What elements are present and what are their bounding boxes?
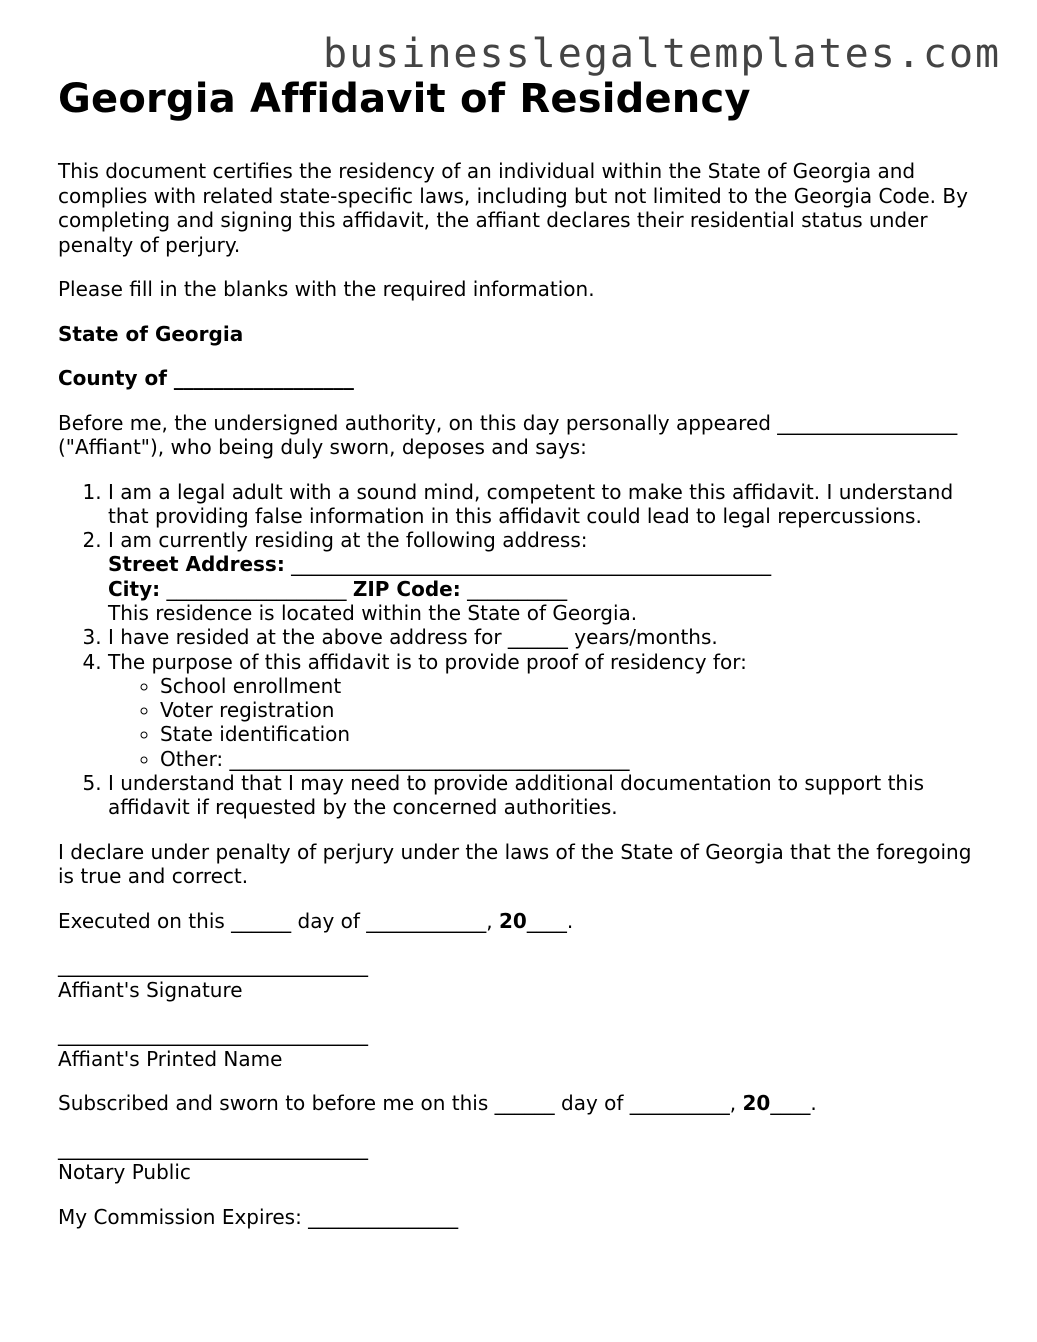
sworn-text: Subscribed and sworn to before me on this ______ day of __________, — [58, 1091, 743, 1116]
state-heading: State of Georgia — [58, 321, 244, 346]
watermark: businesslegaltemplates.com — [323, 31, 1002, 77]
statement-text: The purpose of this affidavit is to provide proof of residency for: — [108, 649, 747, 674]
statement-item — [108, 528, 993, 625]
signature-line: _______________________________ — [58, 953, 368, 978]
sworn-line — [58, 1091, 993, 1116]
statement-item — [108, 650, 993, 771]
document-body — [58, 70, 993, 1229]
purpose-item: ◦ Other: ________________________________________ — [160, 747, 993, 771]
statement-text: I am a legal adult with a sound mind, competent to make this affidavit. I understand that providing false information in this affidavit could lead to legal repercussions. — [108, 479, 954, 528]
statement-item — [108, 480, 993, 529]
purpose-item: ◦ School enrollment — [160, 674, 993, 698]
executed-line — [58, 909, 993, 934]
sworn-year-prefix: 20 — [742, 1091, 771, 1116]
sworn-statements-list — [58, 480, 993, 820]
statement-item — [108, 625, 993, 649]
commission-expiry-line: My Commission Expires: _______________ — [58, 1204, 459, 1229]
street-address-blank: ________________________________________________ — [284, 552, 772, 577]
statement-text: I am currently residing at the following address: — [108, 528, 588, 553]
county-line: County of __________________ — [58, 366, 354, 390]
purpose-item: ◦ Voter registration — [160, 698, 993, 722]
city-blank: __________________ — [160, 576, 353, 601]
street-address-label: Street Address: — [108, 552, 285, 577]
purpose-item: ◦ State identification — [160, 722, 993, 746]
statement-text: I understand that I may need to provide additional documentation to support this affidavit if requested by the concerned authorities. — [108, 771, 925, 820]
statement-item — [108, 771, 993, 820]
printed-name-label: Affiant's Printed Name — [58, 1046, 283, 1071]
zip-code-blank: __________ — [460, 576, 568, 601]
printed-name-line: _______________________________ — [58, 1022, 368, 1047]
notary-signature-line: _______________________________ — [58, 1135, 368, 1160]
declaration-paragraph: I declare under penalty of perjury under the laws of the State of Georgia that the foregoing is true and correct. — [58, 839, 972, 889]
zip-code-label: ZIP Code: — [352, 576, 461, 601]
instruction-text: Please fill in the blanks with the required information. — [58, 277, 595, 301]
sworn-year-blank: ____. — [770, 1091, 817, 1116]
appearance-paragraph: Before me, the undersigned authority, on this day personally appeared __________________ ("Affiant"), who being duly sworn, deposes and says: — [58, 410, 958, 459]
location-note: This residence is located within the State of Georgia. — [108, 600, 638, 625]
executed-text: Executed on this ______ day of ____________, — [58, 908, 500, 933]
purpose-list — [108, 674, 993, 771]
signature-label: Affiant's Signature — [58, 977, 243, 1002]
page-title: Georgia Affidavit of Residency — [58, 76, 751, 122]
executed-year-prefix: 20 — [499, 908, 527, 933]
city-label: City: — [108, 576, 161, 601]
intro-paragraph: This document certifies the residency of an individual within the State of Georgia and complies with related state-specific laws, including but not limited to the Georgia Code. By completing and signing this affidavit, the affiant declares their residential status under penalty of perjury. — [58, 159, 968, 257]
statement-text: I have resided at the above address for ______ years/months. — [108, 625, 718, 650]
notary-label: Notary Public — [58, 1160, 191, 1185]
executed-year-blank: ____. — [526, 908, 574, 933]
